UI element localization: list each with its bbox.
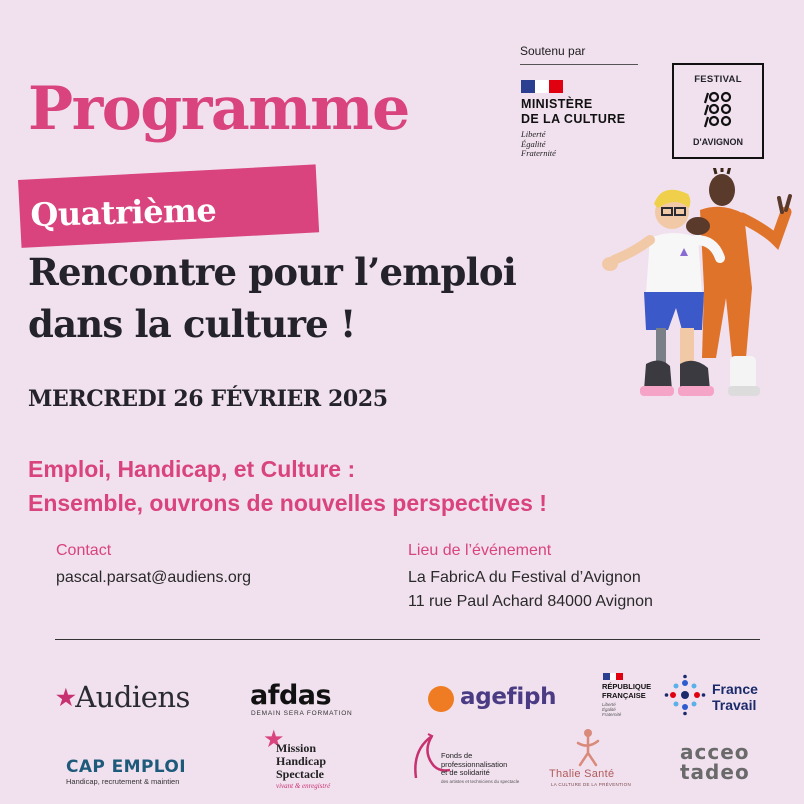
republique-flag-icon (603, 673, 623, 680)
contact-label: Contact (56, 542, 112, 559)
audiens-logo: ★Audiens (56, 680, 190, 714)
thalie-tagline: LA CULTURE DE LA PRÉVENTION (551, 782, 632, 787)
partners-divider (55, 639, 760, 640)
acceo-tadeo-logo: acceo tadeo (680, 740, 750, 784)
french-flag-icon (521, 80, 563, 93)
page-title: Programme (28, 74, 409, 144)
edition-badge: Quatrième (30, 191, 217, 234)
event-title: Rencontre pour l’emploi dans la culture ! (28, 250, 517, 346)
characters-illustration (596, 168, 804, 412)
ministere-culture-logo: MINISTÈRE DE LA CULTURE (521, 97, 626, 126)
supported-by-divider (520, 64, 638, 65)
mission-star-icon: ★ (263, 726, 285, 753)
venue-details (408, 566, 653, 614)
cap-emploi-tagline: Handicap, recrutement & maintien (66, 777, 180, 786)
fonds-professionnalisation-logo: Fonds de professionnalisation et de solidarité (441, 751, 508, 777)
thalie-sante-logo: Thalie Santé (549, 768, 615, 780)
fonds-tagline: des artistes et techniciens du spectacle (441, 779, 520, 784)
audiens-star-icon: ★ (56, 685, 76, 711)
afdas-tagline: DEMAIN SERA FORMATION (251, 710, 353, 717)
france-travail-logo: France Travail (712, 681, 758, 713)
thalie-figure-icon (572, 727, 604, 767)
event-date: MERCREDI 26 FÉVRIER 2025 (28, 386, 388, 412)
france-travail-icon (664, 674, 706, 716)
agefiph-logo: agefiph (460, 684, 557, 710)
festival-key-icon (702, 89, 738, 129)
venue-address: 11 rue Paul Achard 84000 Avignon (408, 593, 653, 610)
tagline: Emploi, Handicap, et Culture : Ensemble, ouvrons de nouvelles perspectives ! (28, 456, 547, 516)
republique-francaise-logo: RÉPUBLIQUE FRANÇAISE (602, 682, 652, 700)
supported-by-label: Soutenu par (520, 44, 586, 58)
venue-name: La FabricA du Festival d’Avignon (408, 569, 641, 586)
festival-avignon-logo: FESTIVAL D'AVIGNON (672, 63, 764, 159)
venue-label: Lieu de l’événement (408, 542, 552, 559)
agefiph-icon (428, 686, 454, 712)
contact-email[interactable]: pascal.parsat@audiens.org (56, 569, 252, 586)
republic-motto: Liberté Égalité Fraternité (521, 129, 556, 158)
republique-motto: Liberté Égalité Fraternité (602, 702, 622, 717)
mission-handicap-spectacle-logo: Mission Handicap Spectacle (276, 741, 327, 781)
mission-tagline: vivant & enregistré (276, 782, 331, 790)
afdas-logo: afdas (250, 680, 332, 711)
cap-emploi-logo: CAP EMPLOI (66, 757, 187, 777)
